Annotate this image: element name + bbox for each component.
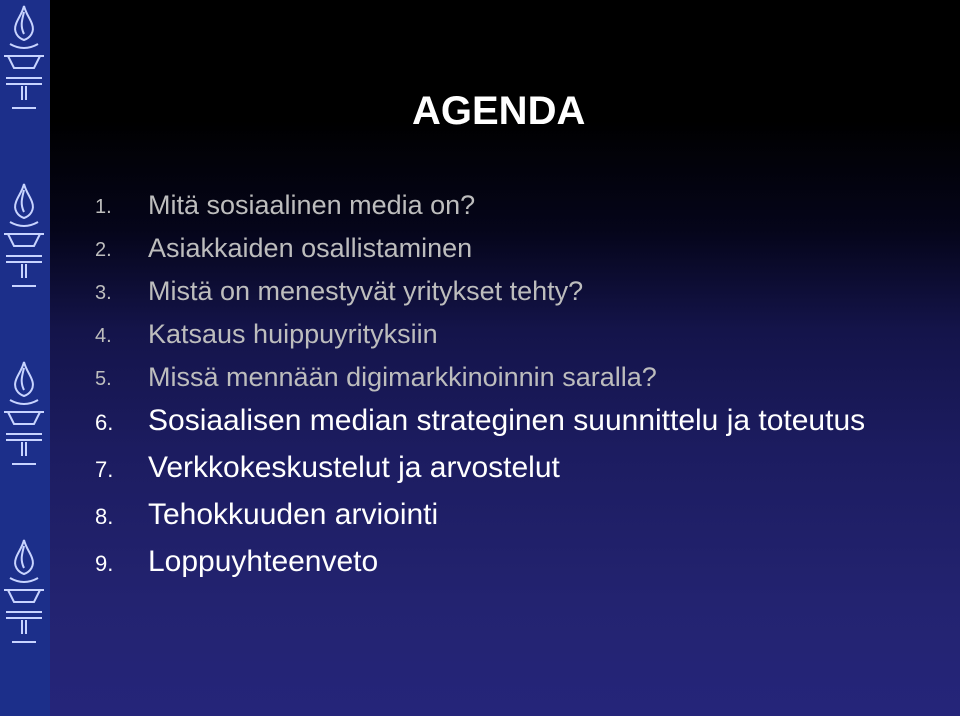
agenda-item-number: 9. <box>95 551 114 576</box>
agenda-item-text: Asiakkaiden osallistaminen <box>148 233 473 263</box>
agenda-item-text: Missä mennään digimarkkinoinnin saralla? <box>148 362 657 392</box>
agenda-item-number: 3. <box>95 282 112 304</box>
flame-lamp-icon <box>4 540 44 642</box>
agenda-item-number: 7. <box>95 457 114 482</box>
agenda-item <box>95 276 925 309</box>
agenda-item <box>95 233 925 266</box>
agenda-item-text: Mistä on menestyvät yritykset tehty? <box>148 276 584 306</box>
agenda-item-number: 6. <box>95 410 114 435</box>
flame-lamp-icon <box>4 184 44 286</box>
flame-lamp-icon <box>4 6 44 108</box>
agenda-item-text: Loppuyhteenveto <box>148 545 379 578</box>
slide-title: AGENDA <box>412 89 586 133</box>
flame-lamp-pattern <box>0 0 50 716</box>
agenda-item <box>95 452 925 485</box>
agenda-item-text: Verkkokeskustelut ja arvostelut <box>148 451 560 484</box>
agenda-item <box>95 319 925 352</box>
side-decoration-band <box>0 0 50 716</box>
agenda-item <box>95 405 925 438</box>
agenda-item <box>95 546 925 579</box>
agenda-item-text: Katsaus huippuyrityksiin <box>148 319 438 349</box>
agenda-item-number: 8. <box>95 504 114 529</box>
agenda-item-number: 2. <box>95 239 112 261</box>
agenda-item-text: Sosiaalisen median strateginen suunnittelu ja toteutus <box>148 404 866 437</box>
agenda-item <box>95 499 925 532</box>
agenda-item-text: Mitä sosiaalinen media on? <box>148 190 476 220</box>
agenda-item-number: 4. <box>95 325 112 347</box>
agenda-item-text: Tehokkuuden arviointi <box>148 498 439 531</box>
agenda-item-number: 1. <box>95 196 112 218</box>
agenda-item <box>95 362 925 395</box>
agenda-list <box>95 190 925 593</box>
flame-lamp-icon <box>4 362 44 464</box>
agenda-item <box>95 190 925 223</box>
agenda-item-number: 5. <box>95 368 112 390</box>
